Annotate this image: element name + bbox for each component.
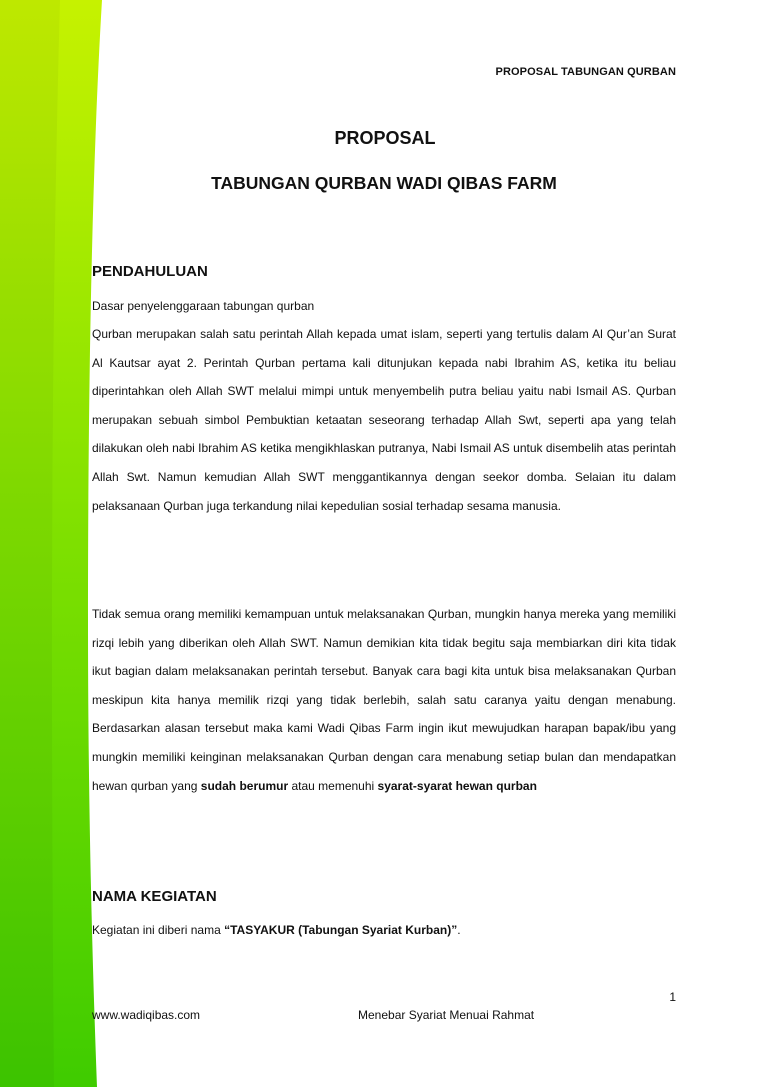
footer-tagline: Menebar Syariat Menuai Rahmat <box>358 1008 535 1022</box>
emphasis-2: syarat-syarat hewan qurban <box>377 778 537 793</box>
paragraph-2: Tidak semua orang memiliki kemampuan untuk melaksanakan Qurban, mungkin hanya mereka yang memiliki rizqi lebih yang diberikan oleh Allah SWT. Namun demikian kita tidak begitu saja membiarkan diri kita tidak ikut bagian dalam melaksanakan perintah tersebut. Banyak cara bagi kita untuk bisa melaksanakan Qurban meskipun kita hanya memilik rizqi yang tidak berlebih, salah satu caranya yaitu dengan menabung. Berdasarkan alasan tersebut maka kami Wadi Qibas Farm ingin ikut mewujudkan harapan bapak/ibu yang mungkin memiliki keinginan melaksanakan Qurban dengan cara menabung setiap bulan dan mendapatkan hewan qurban yang sudah berumur atau memenuhi syarat-syarat hewan qurban <box>92 607 676 793</box>
document-subtitle: TABUNGAN QURBAN WADI QIBAS FARM <box>211 173 557 193</box>
section-heading-pendahuluan: PENDAHULUAN <box>92 263 208 280</box>
event-name: “TASYAKUR (Tabungan Syariat Kurban)” <box>224 923 458 937</box>
section-heading-nama-kegiatan: NAMA KEGIATAN <box>92 888 217 905</box>
emphasis-1: sudah berumur <box>200 778 289 793</box>
paragraph-1: Qurban merupakan salah satu perintah Allah kepada umat islam, seperti yang tertulis dalam Al Qur’an Surat Al Kautsar ayat 2. Perintah Qurban pertama kali ditunjukan kepada nabi Ibrahim AS, ketika itu beliau diperintahkan oleh Allah SWT melalui mimpi untuk menyembelih putra beliau yaitu nabi Ismail AS. Qurban merupakan sebuah simbol Pembuktian ketaatan seseorang terhadap Allah Swt, seperti apa yang telah dilakukan oleh nabi Ibrahim AS ketika mengikhlaskan putranya, Nabi Ismail AS untuk disembelih atas perintah Allah Swt. Namun kemudian Allah SWT menggantikannya dengan seekor domba. Selaian itu dalam pelaksanaan Qurban juga terkandung nilai kepedulian sosial terhadap sesama manusia. <box>92 327 676 513</box>
document-page <box>92 0 676 1087</box>
subheading: Dasar penyelenggaraan tabungan qurban <box>92 299 315 313</box>
page-number: 1 <box>669 990 676 1004</box>
document-title: PROPOSAL <box>334 128 436 148</box>
page-header: PROPOSAL TABUNGAN QURBAN <box>495 66 676 78</box>
paragraph-nama-kegiatan: Kegiatan ini diberi nama “TASYAKUR (Tabungan Syariat Kurban)”. <box>92 923 461 937</box>
footer-website: www.wadiqibas.com <box>92 1008 201 1022</box>
